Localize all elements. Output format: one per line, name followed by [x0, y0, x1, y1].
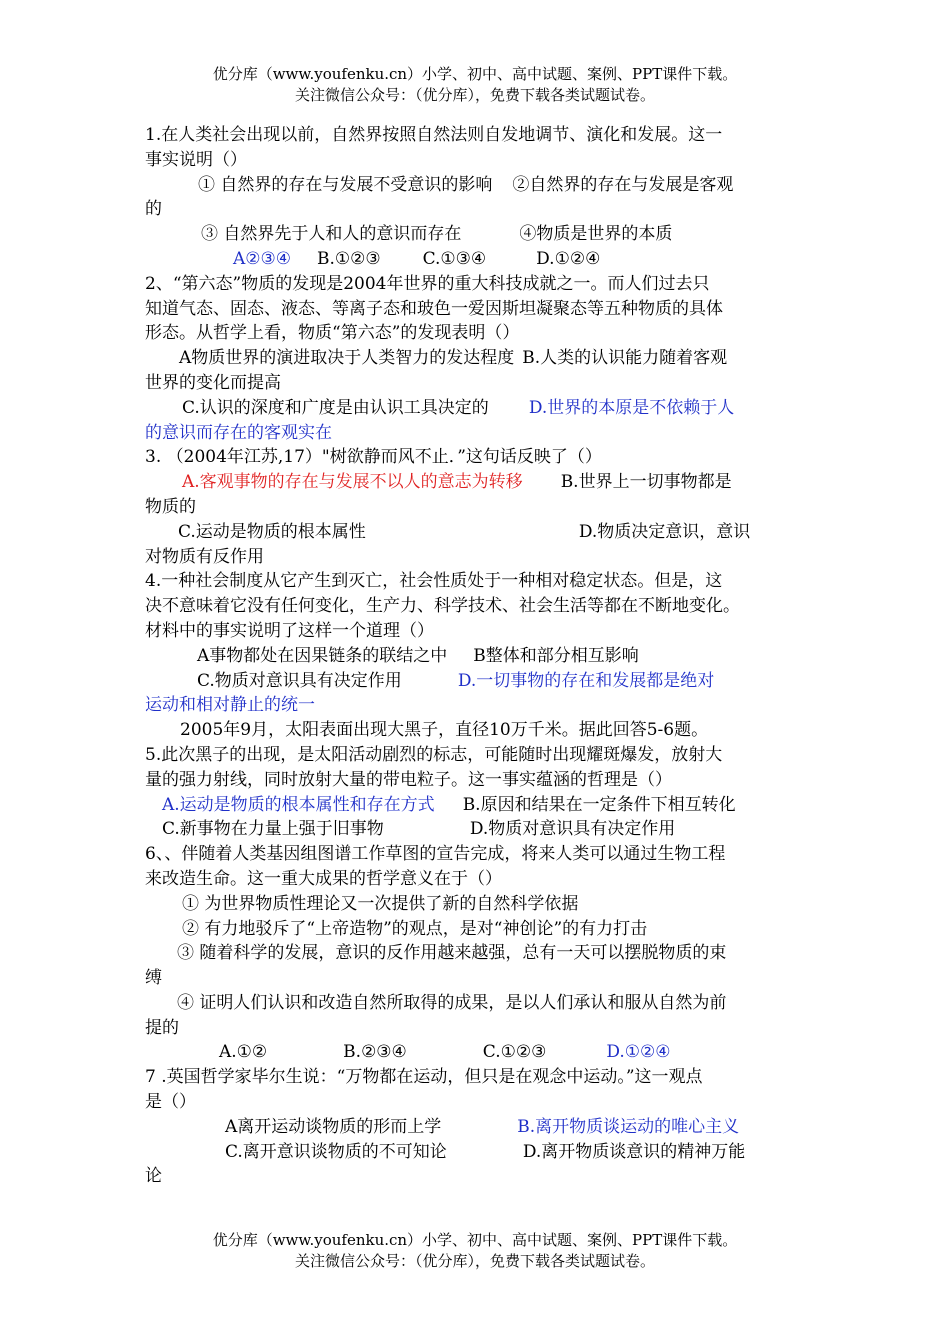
q2-option-c: C.认识的深度和广度是由认识工具决定的 — [182, 397, 489, 418]
q2-stem-line-2: 知道气态、固态、液态、等离子态和玻色一爱因斯坦凝聚态等五种物质的具体 — [145, 298, 723, 319]
q6-option-b: B.②③④ — [343, 1042, 407, 1063]
q5-option-b: B.原因和结果在一定条件下相互转化 — [462, 794, 736, 815]
q6-stem-line-2: 来改造生命。这一重大成果的哲学意义在于（） — [145, 868, 502, 889]
q3-option-d: D.物质决定意识，意识 — [578, 521, 751, 542]
page-footer — [0, 1230, 950, 1272]
q4-option-a: A事物都处在因果链条的联结之中 — [197, 645, 448, 666]
q3-option-a: A.客观事物的存在与发展不以人的意志为转移 — [182, 472, 523, 493]
q4-options-row-1 — [145, 644, 810, 669]
q7-option-a: A离开运动谈物质的形而上学 — [225, 1116, 442, 1137]
q6-statement-3-cont: 缚 — [145, 968, 162, 989]
q7-options-row-1 — [145, 1115, 810, 1140]
footer-line-2: 关注微信公众号：（优分库），免费下载各类试题试卷。 — [294, 1252, 655, 1270]
q3-option-c: C.运动是物质的根本属性 — [178, 521, 366, 542]
q5-option-d: D.物质对意识具有决定作用 — [469, 819, 676, 840]
q1-stem-line-2: 事实说明（） — [145, 149, 247, 170]
q1-option-d: D.①②④ — [536, 248, 601, 269]
q2-stem-line-1: 2、“第六态”物质的发现是2004年世界的重大科技成就之一。而人们过去只 — [145, 273, 710, 294]
q6-options — [145, 1040, 810, 1065]
q3-option-d-cont: 对物质有反作用 — [145, 546, 264, 567]
header-line-1: 优分库（www.youfenku.cn）小学、初中、高中试题、案例、PPT课件下载。 — [212, 65, 738, 83]
q1-statement-3: ③ 自然界先于人和人的意识而存在 — [201, 224, 462, 245]
q3-options-row-2 — [145, 520, 810, 545]
q1-stem-line-1: 1.在人类社会出现以前，自然界按照自然法则自发地调节、演化和发展。这一 — [145, 125, 723, 145]
q5-6-intro: 2005年9月，太阳表面出现大黑子，直径10万千米。据此回答5-6题。 — [180, 720, 709, 741]
q7-option-c: C.离开意识谈物质的不可知论 — [225, 1141, 447, 1162]
footer-line-1: 优分库（www.youfenku.cn）小学、初中、高中试题、案例、PPT课件下载。 — [212, 1231, 738, 1249]
q7-option-b: B.离开物质谈运动的唯心主义 — [517, 1116, 740, 1137]
q6-option-a: A.①② — [219, 1042, 268, 1063]
q3-option-b: B.世界上一切事物都是 — [560, 472, 732, 493]
page-header — [0, 64, 950, 106]
q5-option-a: A.运动是物质的根本属性和存在方式 — [162, 794, 435, 815]
q6-statement-2: ② 有力地驳斥了“上帝造物”的观点，是对“神创论”的有力打击 — [182, 918, 648, 939]
q1-option-a: A②③④ — [233, 248, 291, 269]
q2-option-d-cont: 的意识而存在的客观实在 — [145, 422, 332, 443]
q3-option-b-cont: 物质的 — [145, 496, 196, 517]
q6-option-d: D.①②④ — [606, 1042, 671, 1063]
q2-option-b-cont: 世界的变化而提高 — [145, 372, 281, 393]
q7-option-d: D.离开物质谈意识的精神万能 — [522, 1141, 746, 1162]
q1-option-c: C.①③④ — [422, 248, 487, 269]
q6-statement-1: ① 为世界物质性理论又一次提供了新的自然科学依据 — [182, 893, 579, 914]
q1-statement-row — [145, 173, 810, 198]
q1-statement-4: ④物质是世界的本质 — [519, 224, 673, 245]
q3-stem: 3. （2004年江苏,17）"树欲静而风不止．”这句话反映了（） — [145, 447, 602, 468]
q7-option-d-cont: 论 — [145, 1166, 162, 1187]
q2-options-row-2 — [145, 396, 810, 421]
q2-option-d: D.世界的本原是不依赖于人 — [528, 397, 735, 418]
q1-statement-1: ① 自然界的存在与发展不受意识的影响 — [198, 174, 493, 195]
q6-statement-4: ④ 证明人们认识和改造自然所取得的成果，是以人们承认和服从自然为前 — [177, 992, 727, 1013]
q4-option-b: B整体和部分相互影响 — [473, 645, 639, 666]
q5-options-row-2 — [145, 817, 810, 842]
q1-statement-row-2 — [145, 222, 810, 247]
q5-stem-line-2: 量的强力射线，同时放射大量的带电粒子。这一事实蕴涵的哲理是（） — [145, 769, 672, 790]
q5-option-c: C.新事物在力量上强于旧事物 — [162, 819, 384, 840]
q6-statement-3: ③ 随着科学的发展，意识的反作用越来越强，总有一天可以摆脱物质的束 — [177, 943, 727, 964]
q4-stem-line-2: 决不意味着它没有任何变化，生产力、科学技术、社会生活等都在不断地变化。 — [145, 596, 740, 617]
q6-statement-4-cont: 提的 — [145, 1017, 179, 1038]
q5-options-row-1 — [145, 793, 810, 818]
question-content — [145, 123, 810, 1189]
q4-option-d-cont: 运动和相对静止的统一 — [145, 695, 315, 716]
q5-stem-line-1: 5.此次黑子的出现，是太阳活动剧烈的标志，可能随时出现耀斑爆发，放射大 — [145, 744, 723, 765]
q1-options — [145, 247, 810, 272]
q1-option-b: B.①②③ — [317, 248, 381, 269]
q6-stem-line-1: 6、、伴随着人类基因组图谱工作草图的宣告完成，将来人类可以通过生物工程 — [145, 844, 726, 865]
header-line-2: 关注微信公众号：（优分库），免费下载各类试题试卷。 — [294, 86, 655, 104]
q2-option-a: A物质世界的演进取决于人类智力的发达程度 — [179, 348, 515, 369]
q2-option-b: B.人类的认识能力随着客观 — [522, 348, 728, 369]
q1-statement-2-cont: 的 — [145, 199, 162, 220]
q7-options-row-2 — [145, 1140, 810, 1165]
q4-option-d: D.一切事物的存在和发展都是绝对 — [457, 670, 715, 691]
q4-stem-line-1: 4.一种社会制度从它产生到灭亡，社会性质处于一种相对稳定状态。但是，这 — [145, 571, 723, 592]
q4-option-c: C.物质对意识具有决定作用 — [197, 670, 402, 691]
q4-stem-line-3: 材料中的事实说明了这样一个道理（） — [145, 620, 434, 641]
q4-options-row-2 — [145, 669, 810, 694]
q2-options-row-1 — [145, 346, 810, 371]
q6-option-c: C.①②③ — [482, 1042, 547, 1063]
q1-statement-2: ②自然界的存在与发展是客观 — [512, 174, 734, 195]
q7-stem-line-2: 是（） — [145, 1092, 196, 1113]
q2-stem-line-3: 形态。从哲学上看，物质“第六态”的发现表明（） — [145, 323, 520, 344]
q3-options-row-1 — [145, 470, 810, 495]
q7-stem-line-1: 7 .英国哲学家毕尔生说：“万物都在运动，但只是在观念中运动。”这一观点 — [145, 1067, 703, 1088]
